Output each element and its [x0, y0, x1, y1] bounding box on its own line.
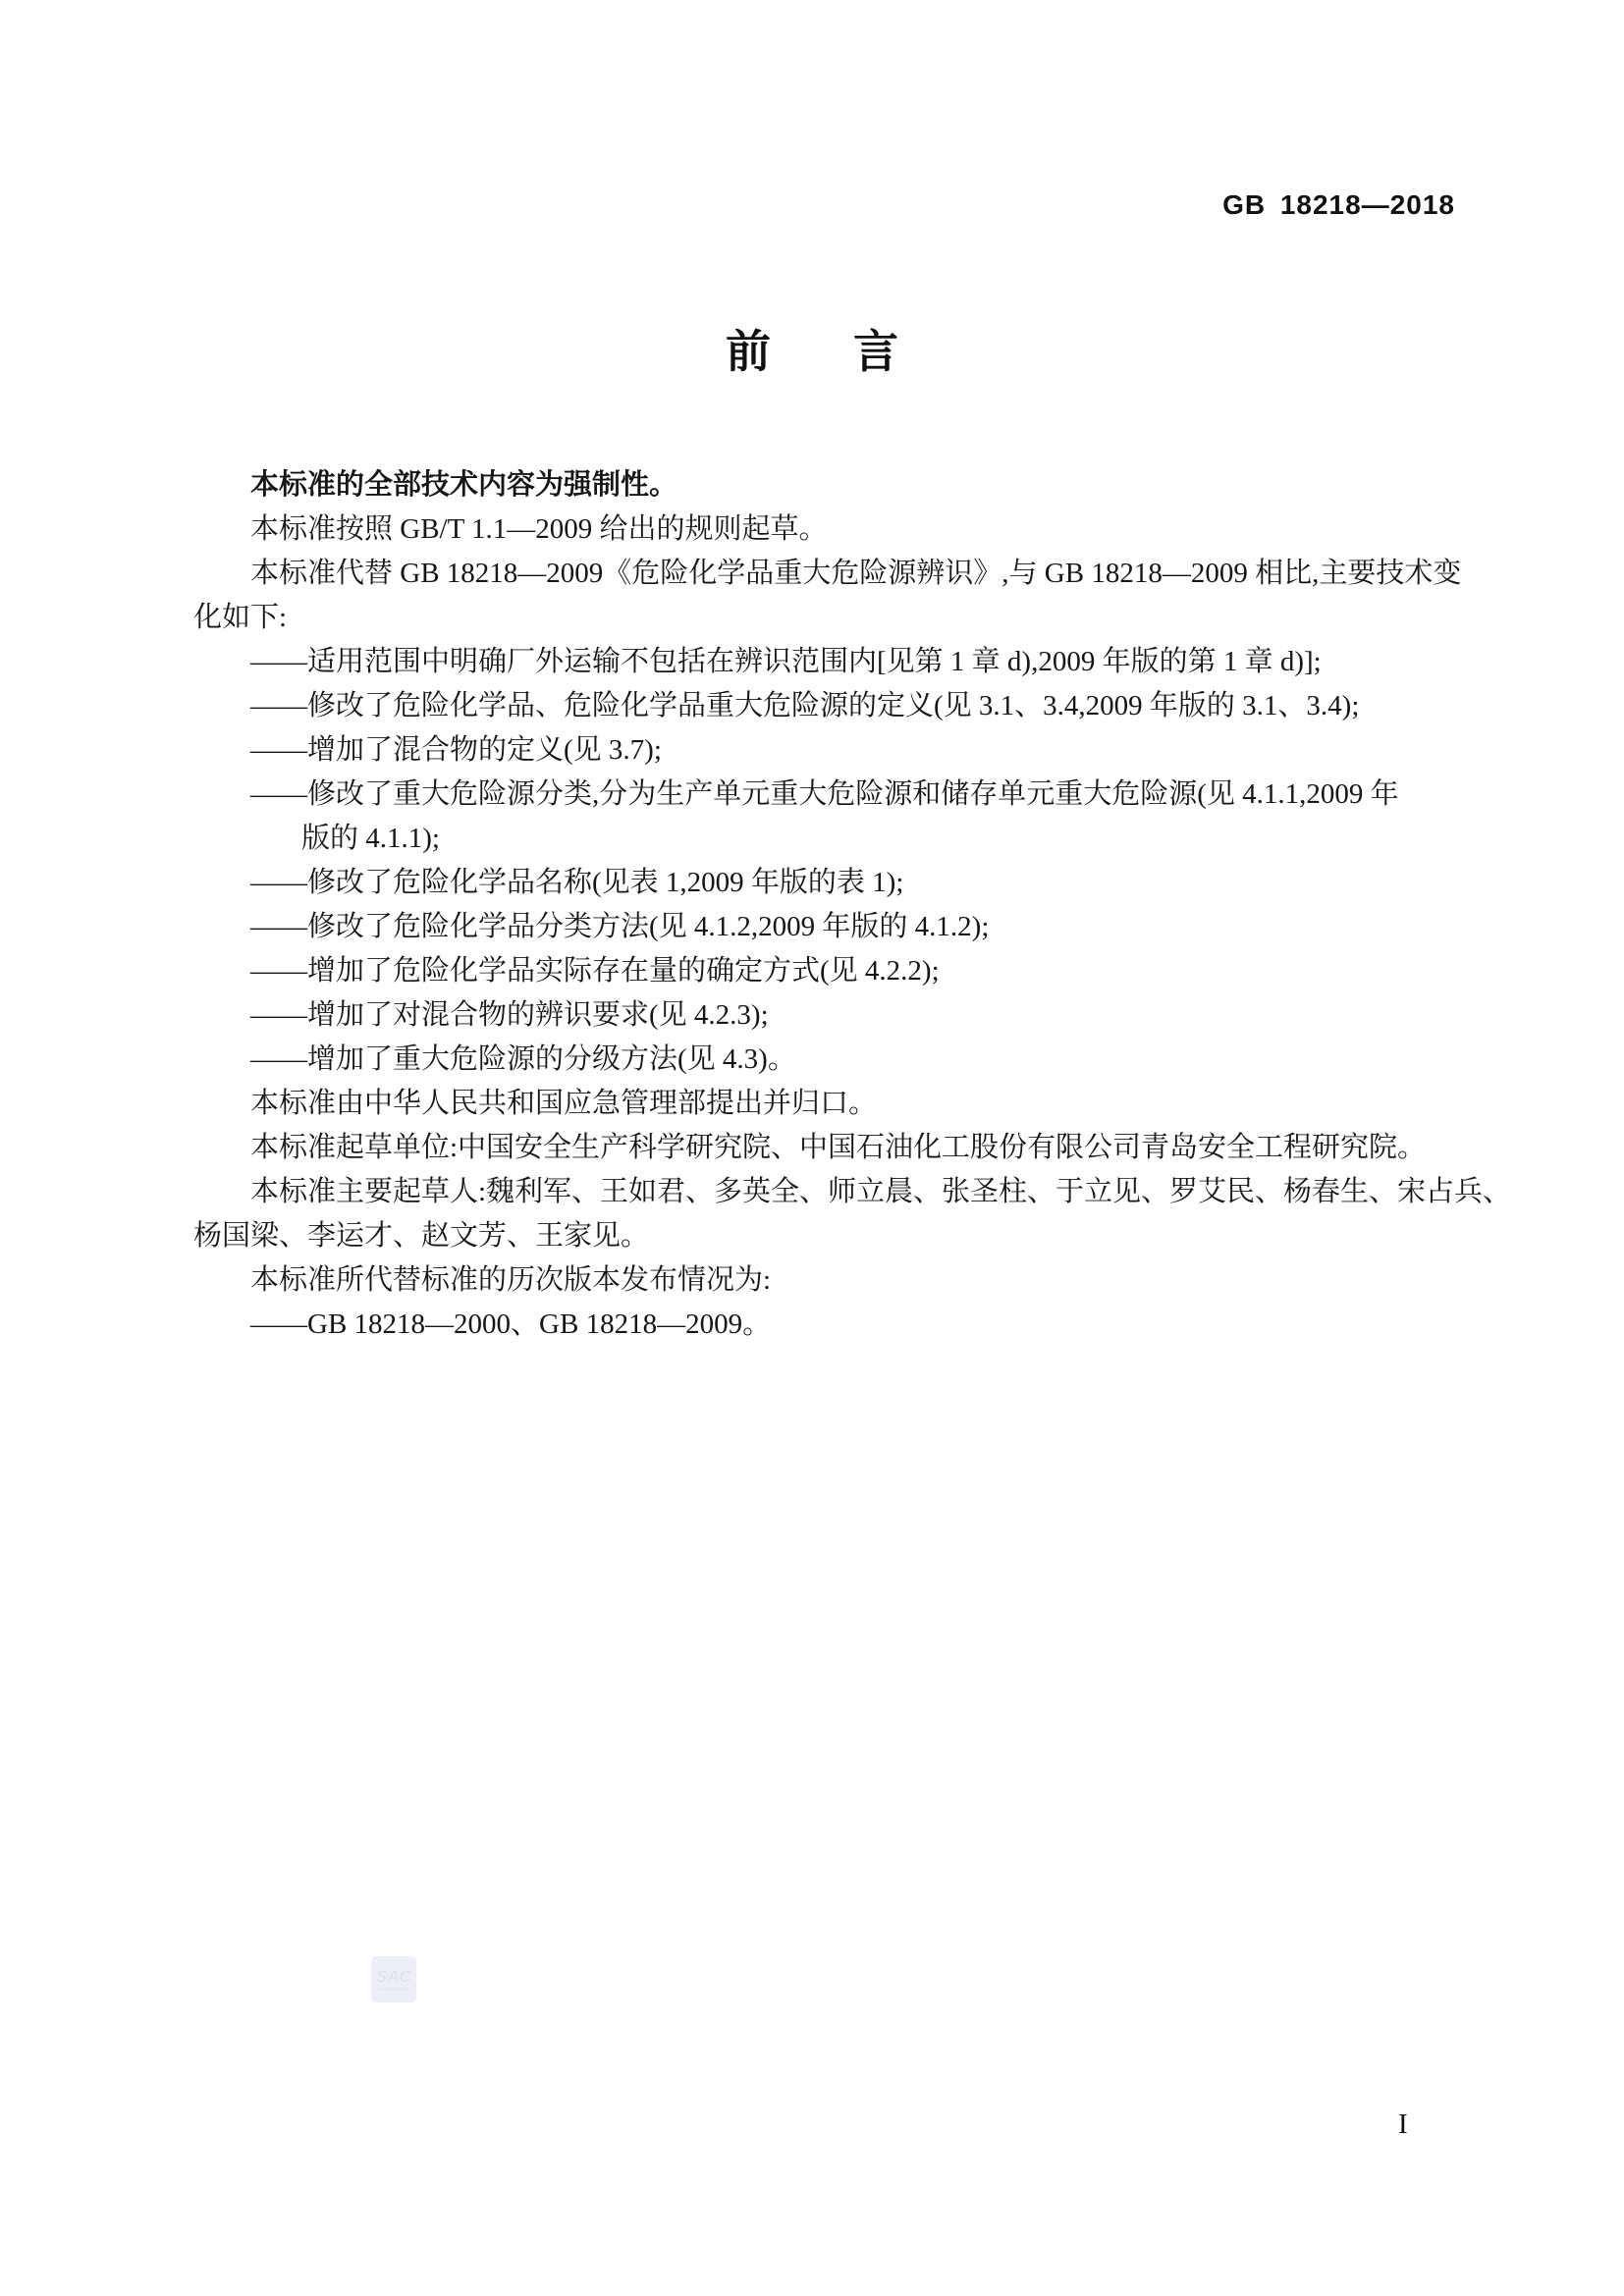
page-number: I	[1398, 2109, 1408, 2140]
title-char-first: 前	[726, 326, 771, 377]
standard-code: GB 18218—2018	[1222, 189, 1455, 220]
foreword-line: 本标准的全部技术内容为强制性。	[250, 469, 678, 501]
foreword-line: 本标准起草单位:中国安全生产科学研究院、中国石油化工股份有限公司青岛安全工程研究院。	[250, 1132, 1427, 1163]
foreword-line: 本标准主要起草人:魏利军、王如君、多英全、师立晨、张圣柱、于立见、罗艾民、杨春生、宋占兵、	[250, 1176, 1512, 1207]
foreword-change-item: ——增加了危险化学品实际存在量的确定方式(见 4.2.2);	[250, 955, 940, 987]
foreword-line: 杨国梁、李运才、赵文芳、王家见。	[193, 1220, 650, 1252]
foreword-change-item: ——适用范围中明确厂外运输不包括在辨识范围内[见第 1 章 d),2009 年版的第 1 章 d)];	[250, 646, 1322, 677]
foreword-change-item: ——修改了危险化学品、危险化学品重大危险源的定义(见 3.1、3.4,2009 年版的 3.1、3.4);	[250, 690, 1360, 721]
foreword-change-item: ——修改了危险化学品分类方法(见 4.1.2,2009 年版的 4.1.2);	[250, 911, 990, 942]
foreword-change-item: ——修改了危险化学品名称(见表 1,2009 年版的表 1);	[250, 867, 904, 898]
page-title	[0, 327, 1624, 377]
sac-watermark-logo	[371, 1956, 416, 2002]
foreword-change-item-continuation: 版的 4.1.1);	[301, 823, 440, 854]
foreword-change-item: ——修改了重大危险源分类,分为生产单元重大危险源和储存单元重大危险源(见 4.1.1,2009 年	[250, 778, 1399, 810]
foreword-line: 本标准由中华人民共和国应急管理部提出并归口。	[250, 1088, 878, 1119]
foreword-line: 本标准所代替标准的历次版本发布情况为:	[250, 1264, 772, 1296]
foreword-previous-editions-item: ——GB 18218—2000、GB 18218—2009。	[250, 1308, 772, 1340]
sac-watermark-label: SAC	[376, 1967, 411, 1986]
foreword-line: 本标准按照 GB/T 1.1—2009 给出的规则起草。	[250, 513, 828, 545]
title-char-second: 言	[853, 326, 898, 377]
foreword-change-item: ——增加了重大危险源的分级方法(见 4.3)。	[250, 1043, 796, 1075]
sac-watermark-underline	[379, 1988, 408, 1991]
foreword-line: 本标准代替 GB 18218—2009《危险化学品重大危险源辨识》,与 GB 18218—2009 相比,主要技术变	[250, 558, 1462, 589]
foreword-change-item: ——增加了混合物的定义(见 3.7);	[250, 734, 662, 766]
foreword-body	[193, 463, 1512, 1347]
foreword-change-item: ——增加了对混合物的辨识要求(见 4.2.3);	[250, 999, 769, 1031]
foreword-line: 化如下:	[193, 602, 288, 633]
